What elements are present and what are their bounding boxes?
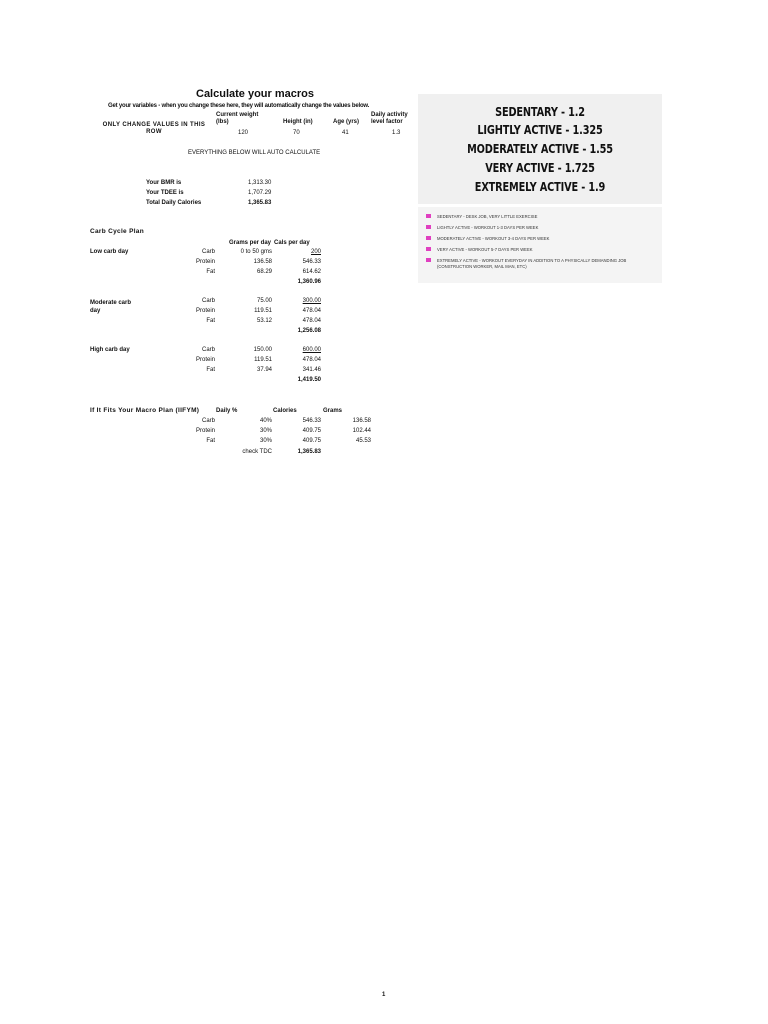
pct-cell: 30% bbox=[259, 438, 272, 444]
pink-square-icon bbox=[426, 225, 431, 229]
weight-value[interactable]: 120 bbox=[238, 130, 249, 136]
cals-cell: 300.00 bbox=[302, 298, 321, 304]
macro-label: Fat bbox=[206, 367, 215, 373]
pink-square-icon bbox=[426, 258, 431, 262]
macro-label: Fat bbox=[206, 318, 215, 324]
activity-label: Daily activity level factor bbox=[371, 112, 408, 125]
grams-per-day-header: Grams per day bbox=[229, 240, 272, 246]
grams-cell: 45.53 bbox=[355, 438, 371, 444]
weight-label: Current weight (lbs) bbox=[216, 112, 259, 125]
grams-cell: 119.51 bbox=[254, 308, 272, 314]
grams-cell: 119.51 bbox=[254, 357, 272, 363]
macro-label: Carb bbox=[201, 249, 215, 255]
legend-text: EXTREMELY ACTIVE - WORKOUT EVERYDAY IN ADDITION TO A PHYSICALLY DEMANDING JOB (CONSTRUCTION WORKER, MAIL MAN, ETC) bbox=[437, 258, 627, 269]
activity-levels-panel bbox=[418, 94, 662, 204]
total-calories-value: 1,365.83 bbox=[248, 200, 272, 206]
grams-cell: 75.00 bbox=[256, 298, 272, 304]
macro-label: Fat bbox=[206, 269, 215, 275]
day-total: 1,419.50 bbox=[297, 377, 321, 383]
bmr-value: 1,313.30 bbox=[248, 180, 272, 186]
activity-level-item: VERY ACTIVE - 1.725 bbox=[485, 160, 595, 175]
pct-cell: 40% bbox=[259, 418, 272, 424]
low-carb-day-label: Low carb day bbox=[90, 249, 129, 255]
daily-pct-header: Daily % bbox=[216, 408, 238, 414]
page-subtitle: Get your variables - when you change these here, they will automatically change the values below. bbox=[108, 103, 370, 109]
grams-cell: 37.94 bbox=[256, 367, 272, 373]
legend-text: MODERATELY ACTIVE - WORKOUT 3-4 DAYS PER WEEK bbox=[437, 236, 550, 241]
grams-cell: 150.00 bbox=[253, 347, 272, 353]
macro-label: Protein bbox=[195, 357, 215, 363]
grams-cell: 68.29 bbox=[256, 269, 272, 275]
cals-cell: 200 bbox=[310, 249, 321, 255]
legend-text: VERY ACTIVE - WORKOUT 5-7 DAYS PER WEEK bbox=[437, 247, 533, 252]
activity-level-item: EXTREMELY ACTIVE - 1.9 bbox=[474, 179, 606, 194]
activity-value[interactable]: 1.3 bbox=[392, 130, 401, 136]
pink-square-icon bbox=[426, 214, 431, 218]
day-total: 1,360.96 bbox=[297, 279, 321, 285]
legend-text: SEDENTARY - DESK JOB, VERY LITTLE EXERCISE bbox=[437, 214, 538, 219]
macro-label: Carb bbox=[201, 298, 215, 304]
macro-label: Carb bbox=[201, 347, 215, 353]
grams-cell: 102.44 bbox=[352, 428, 371, 434]
tdee-value: 1,707.29 bbox=[248, 190, 272, 196]
age-value[interactable]: 41 bbox=[342, 130, 349, 136]
grams-cell: 136.58 bbox=[253, 259, 272, 265]
cals-cell: 478.04 bbox=[302, 318, 321, 324]
pink-square-icon bbox=[426, 236, 431, 240]
height-value[interactable]: 70 bbox=[293, 130, 300, 136]
height-label: Height (in) bbox=[283, 119, 313, 125]
moderate-carb-day-label: Moderate carb day bbox=[90, 300, 132, 314]
cals-cell: 478.04 bbox=[302, 308, 321, 314]
macro-label: Protein bbox=[195, 428, 215, 434]
cals-per-day-header: Cals per day bbox=[274, 240, 310, 246]
activity-level-item: MODERATELY ACTIVE - 1.55 bbox=[467, 141, 613, 156]
cals-cell: 546.33 bbox=[302, 259, 321, 265]
input-row-label: ONLY CHANGE VALUES IN THIS ROW bbox=[102, 122, 206, 135]
pink-square-icon bbox=[426, 247, 431, 251]
check-tdc-value: 1,365.83 bbox=[297, 449, 321, 455]
macro-label: Protein bbox=[195, 308, 215, 314]
grams-header: Grams bbox=[323, 408, 343, 414]
page-number: 1 bbox=[382, 992, 386, 998]
age-label: Age (yrs) bbox=[333, 119, 360, 125]
grams-cell: 0 to 50 gms bbox=[240, 249, 272, 255]
auto-calculate-note: EVERYTHING BELOW WILL AUTO CALCULATE bbox=[188, 150, 321, 156]
cals-cell: 600.00 bbox=[302, 347, 321, 353]
day-total: 1,256.08 bbox=[297, 328, 321, 334]
high-carb-day-label: High carb day bbox=[90, 347, 130, 353]
iifym-title: If It Fits Your Macro Plan (IIFYM) bbox=[90, 407, 200, 414]
cals-cell: 409.75 bbox=[302, 438, 321, 444]
activity-level-item: SEDENTARY - 1.2 bbox=[495, 104, 585, 119]
activity-legend-panel bbox=[418, 207, 662, 283]
macro-label: Protein bbox=[195, 259, 215, 265]
page-title: Calculate your macros bbox=[196, 88, 314, 100]
grams-cell: 53.12 bbox=[256, 318, 272, 324]
cals-cell: 614.62 bbox=[302, 269, 321, 275]
cals-cell: 546.33 bbox=[302, 418, 321, 424]
pct-cell: 30% bbox=[259, 428, 272, 434]
bmr-label: Your BMR is bbox=[146, 180, 182, 186]
macro-label: Carb bbox=[201, 418, 215, 424]
total-calories-label: Total Daily Calories bbox=[146, 200, 202, 206]
tdee-label: Your TDEE is bbox=[146, 190, 184, 196]
carb-cycle-title: Carb Cycle Plan bbox=[90, 228, 144, 235]
macro-label: Fat bbox=[206, 438, 215, 444]
cals-cell: 409.75 bbox=[302, 428, 321, 434]
check-tdc-label: check TDC bbox=[242, 449, 272, 455]
cals-cell: 341.46 bbox=[302, 367, 321, 373]
cals-cell: 478.04 bbox=[302, 357, 321, 363]
activity-level-item: LIGHTLY ACTIVE - 1.325 bbox=[477, 122, 603, 137]
calories-header: Calories bbox=[273, 408, 297, 414]
legend-text: LIGHTLY ACTIVE - WORKOUT 1-3 DAYS PER WEEK bbox=[437, 225, 539, 230]
grams-cell: 136.58 bbox=[352, 418, 371, 424]
